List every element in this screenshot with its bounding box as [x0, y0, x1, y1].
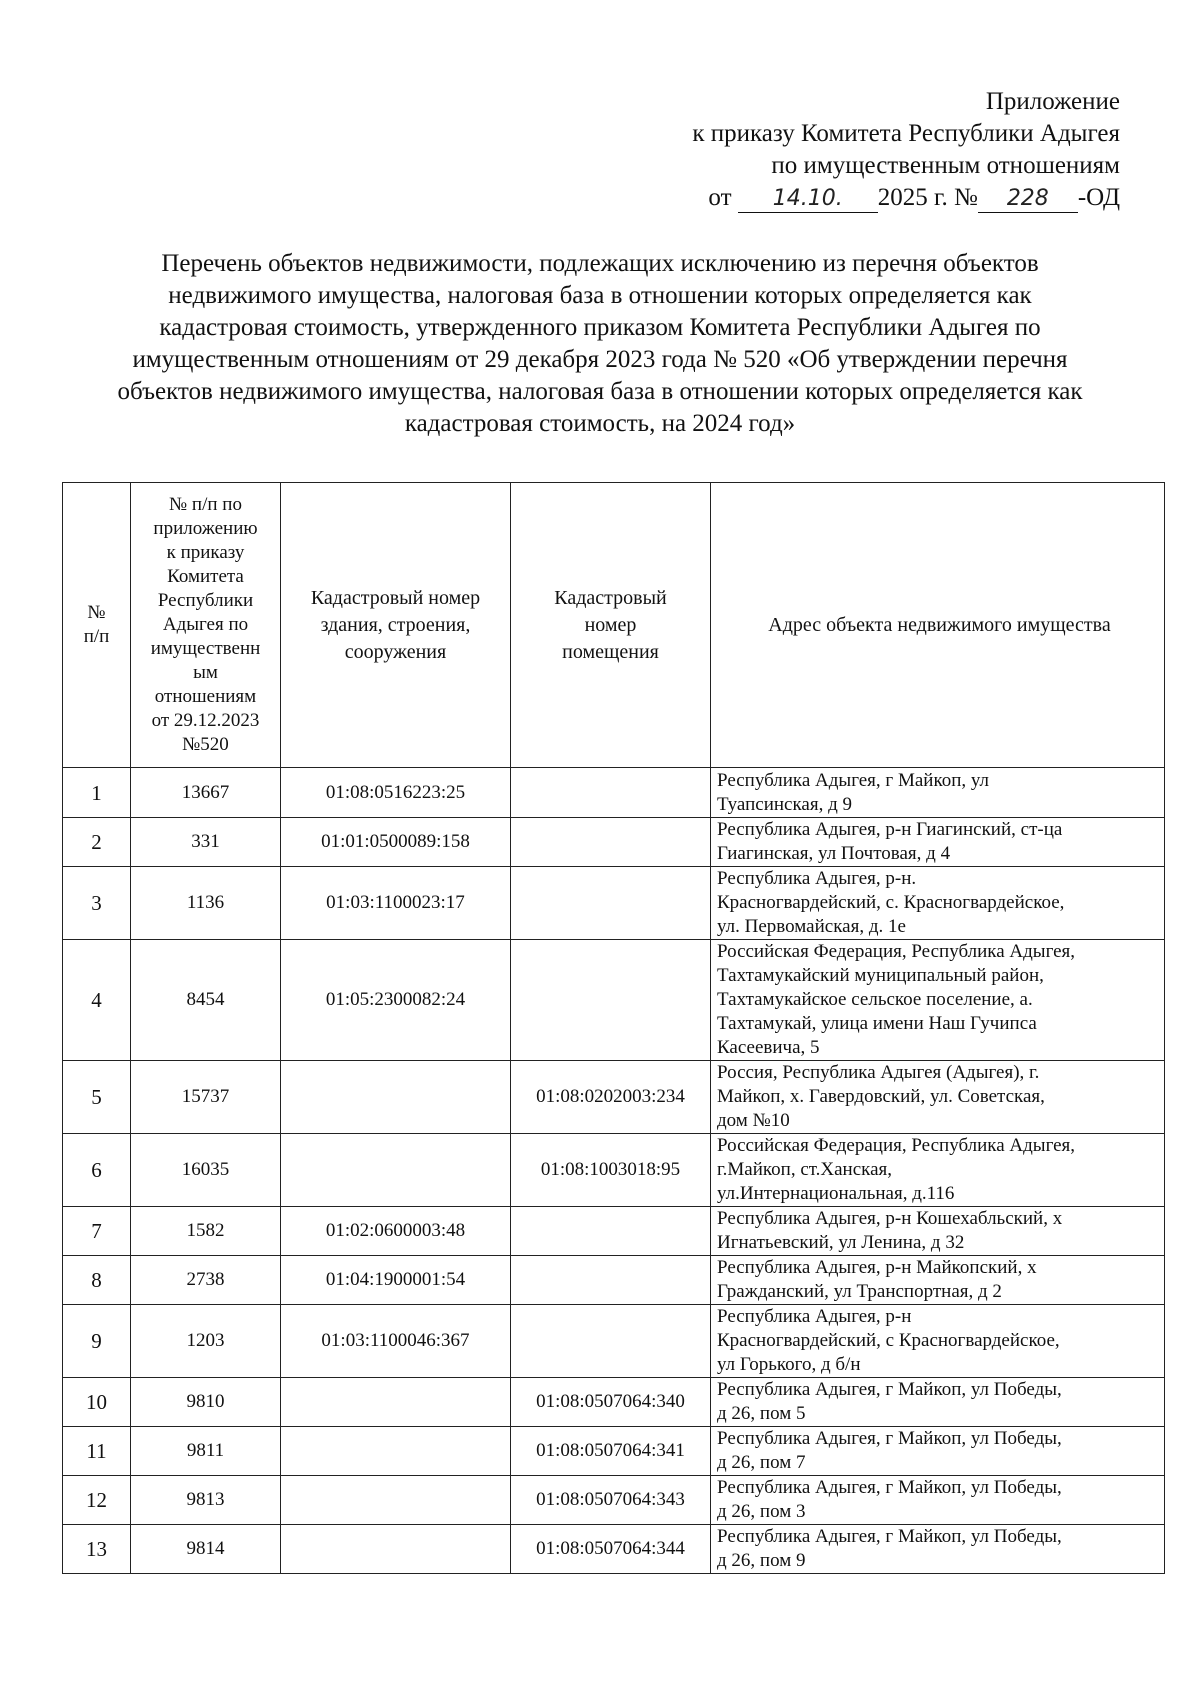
- header-text: сооружения: [344, 640, 447, 663]
- header-row-number: [63, 483, 131, 768]
- address-line: Республика Адыгея, г Майкоп, ул Победы,: [717, 1379, 1062, 1400]
- cell-room-cadastral: 01:08:0507064:340: [511, 1378, 711, 1427]
- header-text: п/п: [83, 626, 110, 647]
- cell-row-number: 11: [63, 1427, 131, 1476]
- cell-address: [711, 867, 1165, 940]
- header-text: к приказу: [166, 542, 245, 563]
- cell-address: [711, 940, 1165, 1061]
- appendix-label: Приложение: [985, 88, 1120, 115]
- cell-appendix-ref: 15737: [131, 1061, 281, 1134]
- cell-address: [711, 1061, 1165, 1134]
- address-line: Российская Федерация, Республика Адыгея,: [717, 1135, 1076, 1156]
- header-text: номер: [584, 613, 637, 636]
- cell-row-number: 9: [63, 1305, 131, 1378]
- order-number-suffix: -ОД: [1077, 184, 1120, 211]
- header-text: приложению: [153, 518, 258, 539]
- title-line: Перечень объектов недвижимости, подлежащих исключению из перечня объектов: [161, 250, 1039, 277]
- cell-row-number: 10: [63, 1378, 131, 1427]
- cell-appendix-ref: 9813: [131, 1476, 281, 1525]
- table-row: [63, 867, 1165, 940]
- address-line: Красногвардейский, с Красногвардейское,: [717, 1330, 1060, 1351]
- address-line: Россия, Республика Адыгея (Адыгея), г.: [717, 1062, 1040, 1083]
- header-text: ым: [193, 662, 218, 683]
- cell-room-cadastral: 01:08:0507064:341: [511, 1427, 711, 1476]
- cell-building-cadastral: [281, 1378, 511, 1427]
- address-line: Касеевича, 5: [717, 1037, 820, 1058]
- title-line: недвижимого имущества, налоговая база в отношении которых определяется как: [168, 282, 1032, 309]
- cell-room-cadastral: [511, 1207, 711, 1256]
- header-room-cadastral: [511, 483, 711, 768]
- table-row: [63, 1476, 1165, 1525]
- table-row: [63, 818, 1165, 867]
- table-header-row: [63, 483, 1165, 768]
- address-line: Республика Адыгея, р-н.: [717, 868, 917, 889]
- cell-address: [711, 1207, 1165, 1256]
- document-title: [38, 248, 1162, 440]
- cell-row-number: 7: [63, 1207, 131, 1256]
- header-appendix-ref: [131, 483, 281, 768]
- table-row: [63, 1061, 1165, 1134]
- address-line: Республика Адыгея, г Майкоп, ул: [717, 769, 990, 791]
- title-line: имущественным отношениям от 29 декабря 2023 года № 520 «Об утверждении перечня: [132, 346, 1068, 373]
- cell-address: [711, 1305, 1165, 1378]
- address-line: Тахтамукай, улица имени Наш Гучипса: [717, 1013, 1037, 1034]
- date-prefix: от: [708, 184, 732, 211]
- cell-building-cadastral: 01:03:1100023:17: [281, 867, 511, 940]
- header-text: №: [87, 602, 106, 623]
- address-line: Красногвардейский, с. Красногвардейское,: [717, 892, 1065, 913]
- cell-room-cadastral: [511, 1305, 711, 1378]
- cell-room-cadastral: [511, 818, 711, 867]
- cell-address: [711, 1476, 1165, 1525]
- cell-room-cadastral: [511, 1256, 711, 1305]
- header-text: помещения: [562, 640, 659, 663]
- appendix-header: [692, 86, 1120, 214]
- header-text: Кадастровый: [554, 586, 667, 609]
- cell-appendix-ref: 9814: [131, 1525, 281, 1574]
- cell-appendix-ref: 8454: [131, 940, 281, 1061]
- cell-building-cadastral: [281, 1427, 511, 1476]
- cell-address: [711, 1378, 1165, 1427]
- address-line: Гиагинская, ул Почтовая, д 4: [717, 843, 951, 864]
- property-table: [62, 482, 1165, 1574]
- address-line: Республика Адыгея, р-н Майкопский, х: [717, 1257, 1037, 1278]
- cell-address: [711, 1256, 1165, 1305]
- cell-address: [711, 1134, 1165, 1207]
- cell-building-cadastral: 01:08:0516223:25: [281, 768, 511, 818]
- cell-room-cadastral: 01:08:0507064:344: [511, 1525, 711, 1574]
- address-line: ул. Первомайская, д. 1е: [717, 916, 906, 937]
- cell-building-cadastral: 01:01:0500089:158: [281, 818, 511, 867]
- address-line: г.Майкоп, ст.Ханская,: [717, 1159, 893, 1180]
- cell-address: [711, 768, 1165, 818]
- header-text: Адыгея по: [162, 614, 249, 635]
- header-address: [711, 483, 1165, 768]
- header-text: здания, строения,: [320, 613, 471, 636]
- cell-room-cadastral: [511, 768, 711, 818]
- cell-room-cadastral: 01:08:0507064:343: [511, 1476, 711, 1525]
- address-line: д 26, пом 9: [717, 1550, 806, 1571]
- cell-appendix-ref: 9811: [131, 1427, 281, 1476]
- cell-appendix-ref: 331: [131, 818, 281, 867]
- cell-row-number: 3: [63, 867, 131, 940]
- header-text: № п/п по: [169, 494, 242, 515]
- cell-room-cadastral: [511, 867, 711, 940]
- address-line: д 26, пом 5: [717, 1403, 806, 1424]
- address-line: Республика Адыгея, г Майкоп, ул Победы,: [717, 1526, 1062, 1547]
- cell-building-cadastral: [281, 1134, 511, 1207]
- table-row: [63, 1305, 1165, 1378]
- header-building-cadastral: [281, 483, 511, 768]
- address-line: Республика Адыгея, г Майкоп, ул Победы,: [717, 1428, 1062, 1449]
- cell-row-number: 8: [63, 1256, 131, 1305]
- table-row: [63, 1378, 1165, 1427]
- cell-appendix-ref: 16035: [131, 1134, 281, 1207]
- title-line: кадастровая стоимость, на 2024 год»: [404, 410, 796, 437]
- address-line: д 26, пом 7: [717, 1452, 806, 1473]
- title-line: кадастровая стоимость, утвержденного приказом Комитета Республики Адыгея по: [159, 314, 1041, 341]
- address-line: ул Горького, д б/н: [717, 1354, 861, 1375]
- address-line: д 26, пом 3: [717, 1501, 806, 1522]
- cell-row-number: 2: [63, 818, 131, 867]
- header-text: Республики: [157, 590, 254, 611]
- cell-building-cadastral: 01:03:1100046:367: [281, 1305, 511, 1378]
- cell-room-cadastral: 01:08:0202003:234: [511, 1061, 711, 1134]
- cell-building-cadastral: 01:02:0600003:48: [281, 1207, 511, 1256]
- cell-address: [711, 818, 1165, 867]
- address-line: дом №10: [717, 1110, 790, 1131]
- handwritten-order-number: 228: [978, 186, 1078, 213]
- cell-appendix-ref: 13667: [131, 768, 281, 818]
- cell-address: [711, 1525, 1165, 1574]
- appendix-committee-line: по имущественным отношениям: [771, 152, 1120, 179]
- year-number-label: 2025 г. №: [877, 184, 978, 211]
- table-row: [63, 940, 1165, 1061]
- address-line: Российская Федерация, Республика Адыгея,: [717, 941, 1076, 962]
- table-row: [63, 1134, 1165, 1207]
- address-line: Республика Адыгея, р-н Гиагинский, ст-ца: [717, 819, 1063, 840]
- header-text: отношениям: [154, 686, 257, 707]
- address-line: Республика Адыгея, р-н Кошехабльский, х: [717, 1208, 1063, 1229]
- cell-row-number: 12: [63, 1476, 131, 1525]
- cell-building-cadastral: [281, 1525, 511, 1574]
- table-body: [63, 768, 1165, 1574]
- address-line: Тахтамукайский муниципальный район,: [717, 965, 1044, 986]
- title-line: объектов недвижимого имущества, налоговая база в отношении которых определяется как: [117, 378, 1083, 405]
- cell-room-cadastral: [511, 940, 711, 1061]
- header-text: имущественн: [150, 638, 261, 659]
- cell-building-cadastral: 01:05:2300082:24: [281, 940, 511, 1061]
- cell-row-number: 4: [63, 940, 131, 1061]
- cell-appendix-ref: 9810: [131, 1378, 281, 1427]
- appendix-order-line: к приказу Комитета Республики Адыгея: [692, 120, 1120, 147]
- header-text: №520: [182, 734, 229, 755]
- address-line: ул.Интернациональная, д.116: [717, 1183, 955, 1204]
- cell-row-number: 13: [63, 1525, 131, 1574]
- cell-row-number: 5: [63, 1061, 131, 1134]
- cell-row-number: 1: [63, 768, 131, 818]
- cell-appendix-ref: 2738: [131, 1256, 281, 1305]
- cell-room-cadastral: 01:08:1003018:95: [511, 1134, 711, 1207]
- header-text: Комитета: [167, 566, 244, 587]
- address-line: Тахтамукайское сельское поселение, а.: [717, 989, 1033, 1010]
- table-row: [63, 1525, 1165, 1574]
- address-line: Туапсинская, д 9: [717, 793, 852, 815]
- address-line: Игнатьевский, ул Ленина, д 32: [717, 1232, 965, 1253]
- handwritten-date: 14.10.: [738, 186, 878, 213]
- cell-appendix-ref: 1203: [131, 1305, 281, 1378]
- table-row: [63, 1256, 1165, 1305]
- address-line: Майкоп, х. Гавердовский, ул. Советская,: [717, 1086, 1045, 1107]
- cell-building-cadastral: [281, 1061, 511, 1134]
- address-line: Республика Адыгея, р-н: [717, 1306, 912, 1327]
- table-row: [63, 1207, 1165, 1256]
- header-text: от 29.12.2023: [151, 710, 260, 731]
- cell-building-cadastral: [281, 1476, 511, 1525]
- address-line: Гражданский, ул Транспортная, д 2: [717, 1281, 1002, 1302]
- cell-row-number: 6: [63, 1134, 131, 1207]
- header-text: Адрес объекта недвижимого имущества: [768, 614, 1111, 636]
- cell-appendix-ref: 1136: [131, 867, 281, 940]
- header-text: Кадастровый номер: [310, 586, 481, 609]
- table-row: [63, 1427, 1165, 1476]
- table-row: [63, 768, 1165, 818]
- cell-address: [711, 1427, 1165, 1476]
- cell-appendix-ref: 1582: [131, 1207, 281, 1256]
- cell-building-cadastral: 01:04:1900001:54: [281, 1256, 511, 1305]
- appendix-date-line: [692, 182, 1120, 214]
- address-line: Республика Адыгея, г Майкоп, ул Победы,: [717, 1477, 1062, 1498]
